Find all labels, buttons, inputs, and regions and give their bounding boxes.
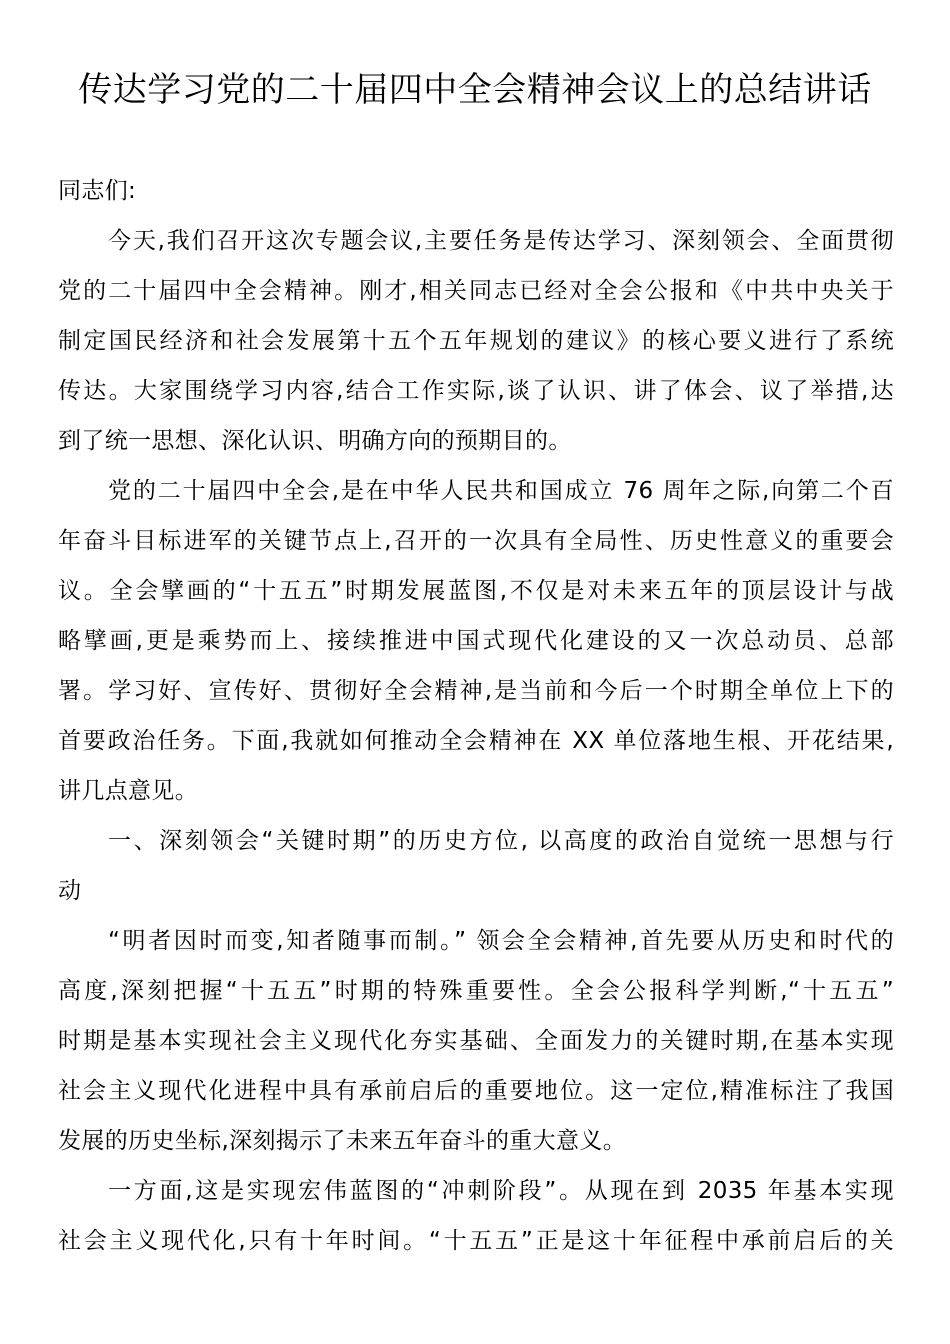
text-line: 时期是基本实现社会主义现代化夯实基础、全面发力的关键时期,在基本实现 [58, 1028, 894, 1054]
text-line: 年奋斗目标进军的关键节点上,召开的一次具有全局性、历史性意义的重要会 [58, 528, 894, 554]
text-line: 传达。大家围绕学习内容,结合工作实际,谈了认识、讲了体会、议了举措,达 [58, 378, 894, 404]
text-line: 社会主义现代化,只有十年时间。“十五五”正是这十年征程中承前启后的关 [58, 1228, 894, 1254]
text-line: 发展的历史坐标,深刻揭示了未来五年奋斗的重大意义。 [58, 1128, 627, 1154]
text-line: 一方面,这是实现宏伟蓝图的“冲刺阶段”。从现在到 2035 年基本实现 [108, 1178, 894, 1204]
text-line: 首要政治任务。下面,我就如何推动全会精神在 XX 单位落地生根、开花结果, [58, 728, 894, 754]
text-line: 党的二十届四中全会精神。刚才,相关同志已经对全会公报和《中共中央关于 [58, 278, 894, 304]
text-line: 社会主义现代化进程中具有承前启后的重要地位。这一定位,精准标注了我国 [58, 1078, 894, 1104]
text-line: 高度,深刻把握“十五五”时期的特殊重要性。全会公报科学判断,“十五五” [58, 978, 894, 1004]
document-body [58, 166, 894, 1266]
text-line: 略擘画,更是乘势而上、接续推进中国式现代化建设的又一次总动员、总部 [58, 628, 894, 654]
salutation: 同志们: [58, 178, 137, 204]
text-line: 署。学习好、宣传好、贯彻好全会精神,是当前和今后一个时期全单位上下的 [58, 678, 894, 704]
text-line: 讲几点意见。 [58, 778, 199, 804]
text-line: 到了统一思想、深化认识、明确方向的预期目的。 [58, 428, 572, 454]
text-line: “明者因时而变,知者随事而制。” 领会全会精神,首先要从历史和时代的 [108, 928, 894, 954]
document-title: 传达学习党的二十届四中全会精神会议上的总结讲话 [78, 70, 872, 110]
text-line: 制定国民经济和社会发展第十五个五年规划的建议》的核心要义进行了系统 [58, 328, 894, 354]
text-line: 今天,我们召开这次专题会议,主要任务是传达学习、深刻领会、全面贯彻 [108, 228, 894, 254]
text-line: 党的二十届四中全会,是在中华人民共和国成立 76 周年之际,向第二个百 [108, 478, 894, 504]
section-heading: 一、深刻领会“关键时期”的历史方位, 以高度的政治自觉统一思想与行 [108, 828, 894, 854]
text-line: 议。全会擘画的“十五五”时期发展蓝图,不仅是对未来五年的顶层设计与战 [58, 578, 894, 604]
section-heading: 动 [58, 878, 82, 904]
